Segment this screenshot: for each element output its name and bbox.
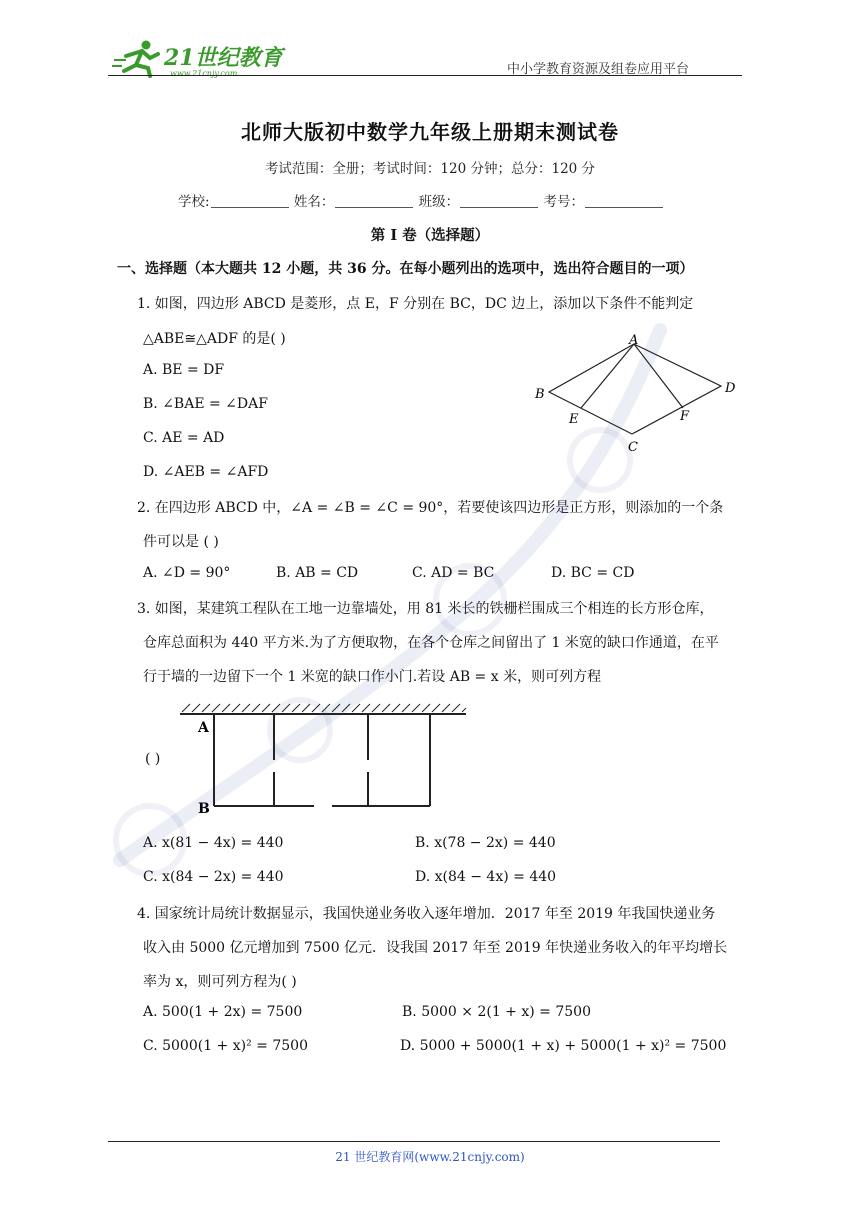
q3-option-b[interactable]: B. x(78 − 2x) = 440 xyxy=(415,835,556,851)
segment-af xyxy=(634,344,683,408)
q4-option-b[interactable]: B. 5000 × 2(1 + x) = 7500 xyxy=(402,1004,591,1020)
q4-option-a[interactable]: A. 500(1 + 2x) = 7500 xyxy=(143,1004,303,1020)
q2-line-2: 件可以是 ( ) xyxy=(143,534,219,550)
field-name: 姓名： xyxy=(293,194,335,210)
q2-option-c[interactable]: C. AD = BC xyxy=(412,565,495,581)
page-title: 北师大版初中数学九年级上册期末测试卷 xyxy=(241,120,619,144)
school-blank[interactable] xyxy=(211,193,289,208)
q2-option-b[interactable]: B. AB = CD xyxy=(276,565,359,581)
warehouse-figure xyxy=(178,700,468,818)
q2-option-a[interactable]: A. ∠D = 90° xyxy=(143,565,231,581)
footer-divider xyxy=(108,1141,720,1142)
q1-option-b[interactable]: B. ∠BAE = ∠DAF xyxy=(143,396,268,412)
svg-text:www.21cnjy.com: www.21cnjy.com xyxy=(170,69,238,78)
q4-line-2: 收入由 5000 亿元增加到 7500 亿元．设我国 2017 年至 2019 年快递业务收入的年平均增长 xyxy=(143,940,728,956)
label-f: F xyxy=(680,409,690,424)
label-a: A xyxy=(629,333,639,348)
q1-line-2: △ABE≅△ADF 的是( ) xyxy=(143,331,286,347)
q1-option-a[interactable]: A. BE = DF xyxy=(143,362,225,378)
field-class: 班级： xyxy=(418,194,460,210)
number-blank[interactable] xyxy=(585,193,663,208)
student-fields xyxy=(178,190,664,210)
q1-option-d[interactable]: D. ∠AEB = ∠AFD xyxy=(143,464,269,480)
q3-line-3: 行于墙的一边留下一个 1 米宽的缺口作小门.若设 AB = x 米，则可列方程 xyxy=(143,669,602,685)
platform-name: 中小学教育资源及组卷应用平台 xyxy=(507,62,690,77)
q4-line-3: 率为 x，则可列方程为( ) xyxy=(143,974,297,990)
fence-lines xyxy=(214,714,430,806)
q4-option-c[interactable]: C. 5000(1 + x)² = 7500 xyxy=(143,1038,308,1054)
q3-option-c[interactable]: C. x(84 − 2x) = 440 xyxy=(143,869,284,885)
label-b: B xyxy=(535,387,545,402)
class-blank[interactable] xyxy=(460,193,538,208)
name-blank[interactable] xyxy=(335,193,413,208)
header-divider xyxy=(108,75,742,76)
rhombus-figure xyxy=(525,330,745,455)
label-e: E xyxy=(569,412,579,427)
label-c: C xyxy=(628,440,638,455)
q4-line-1: 4. 国家统计局统计数据显示，我国快递业务收入逐年增加．2017 年至 2019 年我国快递业务 xyxy=(137,906,716,922)
wall-hatching xyxy=(180,704,466,714)
field-number: 考号： xyxy=(543,194,584,210)
footer-text: 21 世纪教育网(www.21cnjy.com) xyxy=(335,1150,525,1164)
q3-option-a[interactable]: A. x(81 − 4x) = 440 xyxy=(143,835,284,851)
q1-line-1: 1. 如图，四边形 ABCD 是菱形，点 E，F 分别在 BC，DC 边上，添加以下条件不能判定 xyxy=(137,296,694,312)
runner-icon xyxy=(112,38,287,78)
q2-line-1: 2. 在四边形 ABCD 中，∠A = ∠B = ∠C = 90°，若要使该四边形是正方形，则添加的一个条 xyxy=(137,500,724,516)
q3-answer-paren: ( ) xyxy=(145,751,161,767)
exam-info: 考试范围：全册；考试时间：120 分钟；总分：120 分 xyxy=(264,161,596,177)
svg-text:21世纪教育: 21世纪教育 xyxy=(164,45,283,71)
q3-line-2: 仓库总面积为 440 平方米.为了方便取物，在各个仓库之间留出了 1 米宽的缺口作通道，在平 xyxy=(143,635,719,651)
brand-logo xyxy=(112,38,287,78)
label-d: D xyxy=(725,381,736,396)
label-wall-b: B xyxy=(198,801,210,817)
q3-option-d[interactable]: D. x(84 − 4x) = 440 xyxy=(415,869,557,885)
q2-option-d[interactable]: D. BC = CD xyxy=(551,565,635,581)
section-title: 第 I 卷（选择题） xyxy=(370,227,490,244)
q3-line-1: 3. 如图，某建筑工程队在工地一边靠墙处，用 81 米长的铁栅栏围成三个相连的长方形仓库， xyxy=(137,601,714,617)
part-title: 一、选择题（本大题共 12 小题，共 36 分。在每小题列出的选项中，选出符合题目的一项） xyxy=(117,261,694,277)
q1-option-c[interactable]: C. AE = AD xyxy=(143,430,225,446)
label-wall-a: A xyxy=(198,720,209,736)
segment-ae xyxy=(581,344,634,408)
q4-option-d[interactable]: D. 5000 + 5000(1 + x) + 5000(1 + x)² = 7500 xyxy=(400,1038,727,1054)
field-school: 学校: xyxy=(178,194,210,210)
